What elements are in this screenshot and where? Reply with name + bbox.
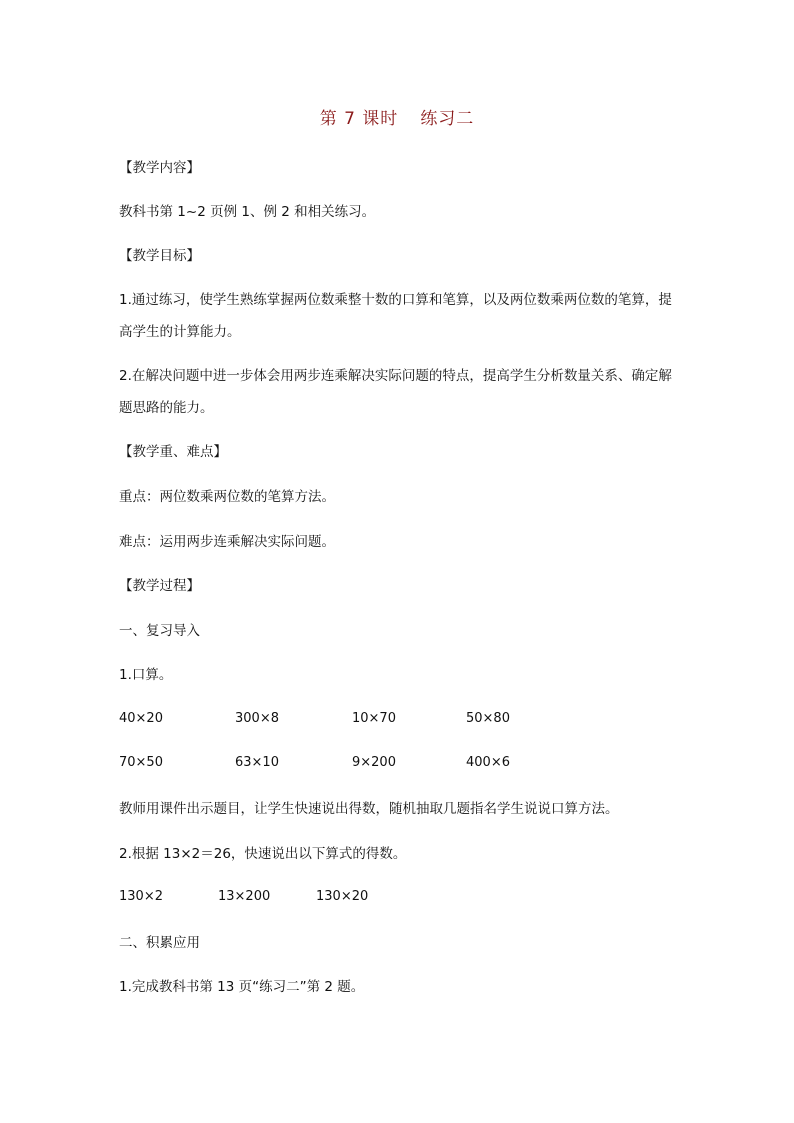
part1-title: 一、复习导入 [119,623,200,639]
oral-calc-title: 1.口算。 [119,667,173,683]
oral-calc-item: 70×50 [119,755,163,770]
question-2-item: 13×200 [218,889,271,904]
lesson-name: 练习二 [420,109,475,129]
goal-item-1: 1.通过练习，使学生熟练掌握两位数乘整十数的口算和笔算，以及两位数乘两位数的笔算，提高学生的计算能力。 [119,292,672,340]
oral-calc-item: 400×6 [466,755,510,770]
heading-teaching-goals: 【教学目标】 [119,248,200,264]
heading-teaching-process: 【教学过程】 [119,578,200,594]
difficult-point-text: 难点：运用两步连乘解决实际问题。 [119,534,335,550]
question-2-item: 130×2 [119,889,163,904]
goal-item-2: 2.在解决问题中进一步体会用两步连乘解决实际问题的特点，提高学生分析数量关系、确定解题思路的能力。 [119,368,672,416]
part2-title: 二、积累应用 [119,935,200,951]
oral-calc-note: 教师用课件出示题目，让学生快速说出得数，随机抽取几题指名学生说说口算方法。 [119,801,619,817]
oral-calc-item: 50×80 [466,711,510,726]
heading-teaching-content: 【教学内容】 [119,160,200,176]
question-2-title: 2.根据 13×2＝26，快速说出以下算式的得数。 [119,846,407,862]
page-title [0,104,794,129]
heading-key-difficult: 【教学重、难点】 [119,444,227,460]
oral-calc-item: 63×10 [235,755,279,770]
oral-calc-item: 10×70 [352,711,396,726]
question-2-item: 130×20 [316,889,369,904]
teaching-content-text: 教科书第 1~2 页例 1、例 2 和相关练习。 [119,204,376,220]
part2-item-1: 1.完成教科书第 13 页“练习二”第 2 题。 [119,979,365,995]
oral-calc-item: 300×8 [235,711,279,726]
oral-calc-item: 40×20 [119,711,163,726]
lesson-number: 第 7 课时 [319,109,399,129]
oral-calc-item: 9×200 [352,755,396,770]
key-point-text: 重点：两位数乘两位数的笔算方法。 [119,489,335,505]
